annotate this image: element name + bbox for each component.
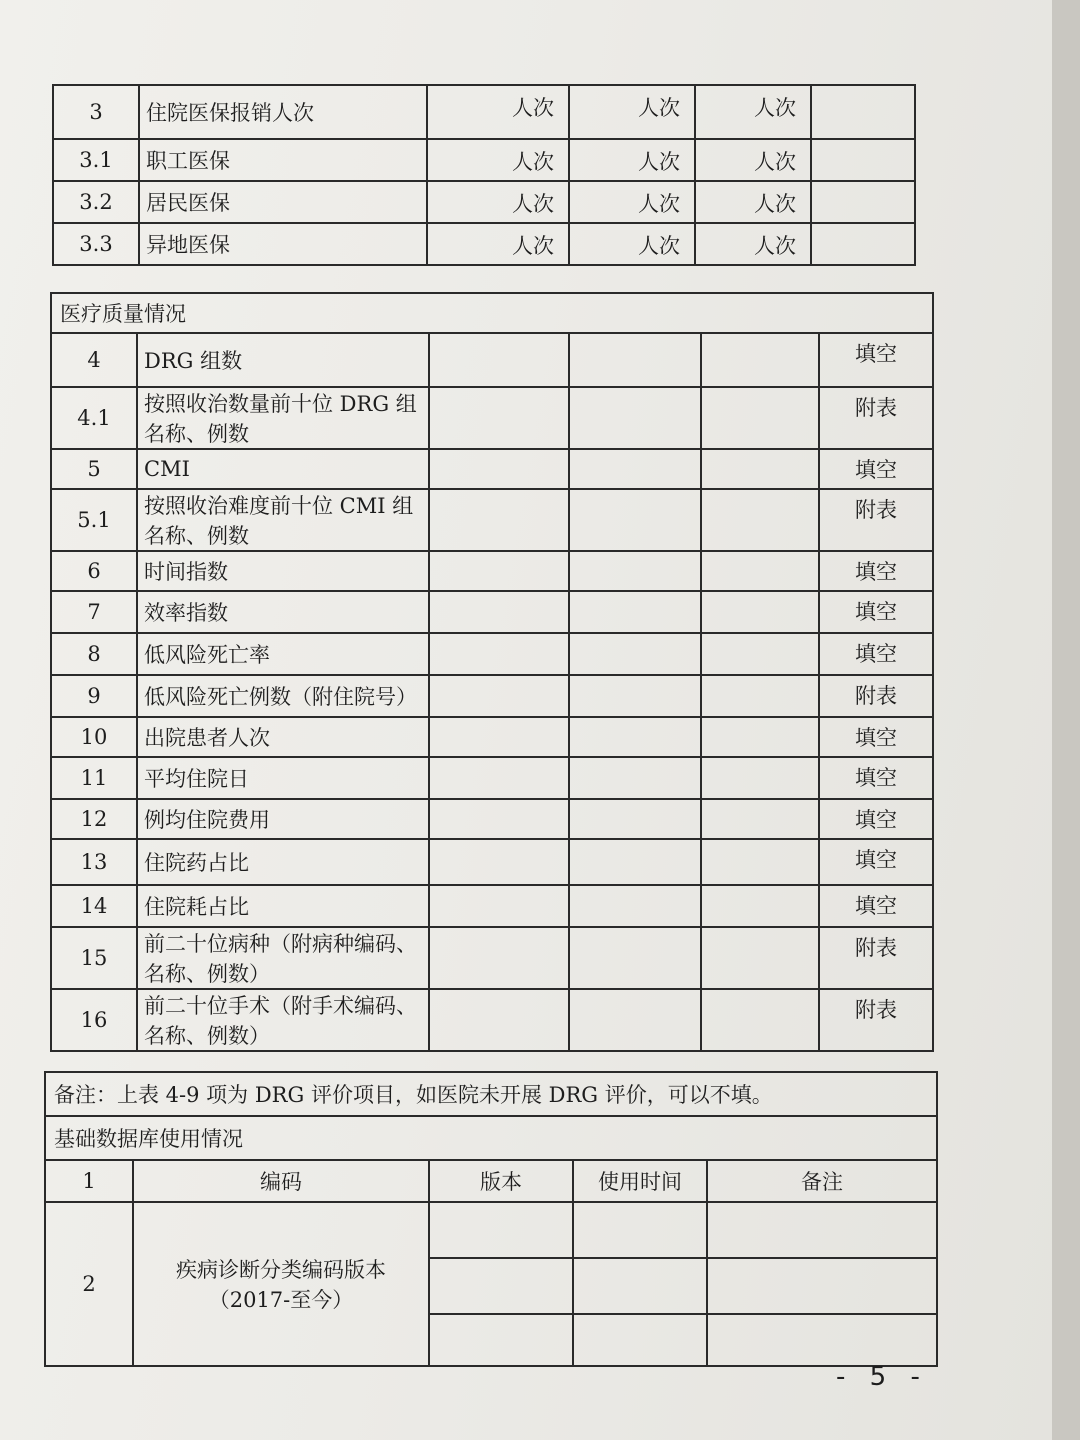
blank-cell — [429, 489, 569, 551]
row-item: 低风险死亡率 — [137, 633, 429, 675]
row-number: 16 — [51, 989, 137, 1051]
database-section-title: 基础数据库使用情况 — [45, 1116, 937, 1160]
row-number: 9 — [51, 675, 137, 717]
row-item: 居民医保 — [139, 181, 427, 223]
database-table — [44, 1071, 938, 1367]
blank-cell — [701, 591, 819, 633]
quality-row — [51, 675, 933, 717]
blank-cell — [569, 989, 701, 1051]
row-number: 7 — [51, 591, 137, 633]
blank-cell — [811, 139, 915, 181]
header-code: 编码 — [133, 1160, 429, 1202]
row-item: 住院耗占比 — [137, 885, 429, 927]
blank-cell — [701, 885, 819, 927]
row-item: 异地医保 — [139, 223, 427, 265]
row-number: 6 — [51, 551, 137, 591]
fill-type-cell: 填空 — [819, 717, 933, 757]
quality-row — [51, 885, 933, 927]
blank-cell — [569, 885, 701, 927]
quality-row — [51, 717, 933, 757]
header-remark: 备注 — [707, 1160, 937, 1202]
fill-type-cell: 填空 — [819, 333, 933, 387]
unit-cell: 人次 — [427, 85, 569, 139]
blank-cell — [811, 181, 915, 223]
fill-type-cell: 填空 — [819, 757, 933, 799]
blank-cell — [569, 927, 701, 989]
blank-cell — [429, 387, 569, 449]
blank-cell — [569, 675, 701, 717]
database-item-line1: 疾病诊断分类编码版本 — [176, 1258, 386, 1282]
blank-cell — [701, 551, 819, 591]
header-no: 1 — [45, 1160, 133, 1202]
blank-cell — [811, 85, 915, 139]
unit-cell: 人次 — [695, 85, 811, 139]
blank-cell — [701, 717, 819, 757]
quality-row — [51, 551, 933, 591]
blank-cell — [429, 989, 569, 1051]
blank-cell — [569, 757, 701, 799]
fill-type-cell: 附表 — [819, 989, 933, 1051]
unit-cell: 人次 — [695, 139, 811, 181]
row-number: 3.2 — [53, 181, 139, 223]
row-number: 3.3 — [53, 223, 139, 265]
page-edge-shadow — [1052, 0, 1080, 1440]
blank-cell — [429, 885, 569, 927]
blank-cell — [573, 1258, 707, 1314]
row-number: 5.1 — [51, 489, 137, 551]
row-item: 效率指数 — [137, 591, 429, 633]
blank-cell — [429, 1314, 573, 1366]
fill-type-cell: 填空 — [819, 551, 933, 591]
blank-cell — [811, 223, 915, 265]
page-number: - 5 - — [836, 1362, 928, 1392]
blank-cell — [429, 333, 569, 387]
quality-row — [51, 489, 933, 551]
quality-row — [51, 591, 933, 633]
row-item: 前二十位手术（附手术编码、名称、例数） — [137, 989, 429, 1051]
blank-cell — [569, 489, 701, 551]
quality-row — [51, 449, 933, 489]
row-number: 14 — [51, 885, 137, 927]
fill-type-cell: 附表 — [819, 489, 933, 551]
blank-cell — [429, 449, 569, 489]
row-number: 10 — [51, 717, 137, 757]
row-item: 时间指数 — [137, 551, 429, 591]
fill-type-cell: 填空 — [819, 633, 933, 675]
blank-cell — [707, 1258, 937, 1314]
blank-cell — [701, 839, 819, 885]
row-number: 12 — [51, 799, 137, 839]
blank-cell — [569, 839, 701, 885]
quality-row — [51, 387, 933, 449]
blank-cell — [701, 757, 819, 799]
blank-cell — [429, 717, 569, 757]
insurance-row — [53, 181, 915, 223]
blank-cell — [701, 633, 819, 675]
unit-cell: 人次 — [569, 85, 695, 139]
quality-row — [51, 989, 933, 1051]
row-item: 出院患者人次 — [137, 717, 429, 757]
row-item: 低风险死亡例数（附住院号） — [137, 675, 429, 717]
blank-cell — [569, 799, 701, 839]
row-item: 按照收治数量前十位 DRG 组名称、例数 — [137, 387, 429, 449]
quality-row — [51, 333, 933, 387]
blank-cell — [573, 1314, 707, 1366]
insurance-row — [53, 85, 915, 139]
database-item-line2: （2017-至今） — [208, 1288, 354, 1312]
fill-type-cell: 填空 — [819, 591, 933, 633]
blank-cell — [569, 449, 701, 489]
fill-type-cell: 填空 — [819, 799, 933, 839]
fill-type-cell: 附表 — [819, 387, 933, 449]
fill-type-cell: 附表 — [819, 675, 933, 717]
unit-cell: 人次 — [569, 181, 695, 223]
database-row-no: 2 — [45, 1202, 133, 1366]
unit-cell: 人次 — [695, 223, 811, 265]
row-number: 13 — [51, 839, 137, 885]
row-item: 前二十位病种（附病种编码、名称、例数） — [137, 927, 429, 989]
header-version: 版本 — [429, 1160, 573, 1202]
fill-type-cell: 附表 — [819, 927, 933, 989]
database-row-item — [133, 1202, 429, 1366]
unit-cell: 人次 — [569, 223, 695, 265]
insurance-row — [53, 139, 915, 181]
blank-cell — [569, 333, 701, 387]
row-item: DRG 组数 — [137, 333, 429, 387]
quality-row — [51, 799, 933, 839]
blank-cell — [569, 387, 701, 449]
blank-cell — [701, 449, 819, 489]
blank-cell — [701, 675, 819, 717]
row-item: 职工医保 — [139, 139, 427, 181]
row-item: 住院医保报销人次 — [139, 85, 427, 139]
blank-cell — [569, 633, 701, 675]
quality-row — [51, 757, 933, 799]
blank-cell — [429, 1202, 573, 1258]
fill-type-cell: 填空 — [819, 885, 933, 927]
quality-section-title: 医疗质量情况 — [51, 293, 933, 333]
note-text: 备注：上表 4-9 项为 DRG 评价项目，如医院未开展 DRG 评价，可以不填。 — [45, 1072, 937, 1116]
row-item: 住院药占比 — [137, 839, 429, 885]
blank-cell — [429, 591, 569, 633]
blank-cell — [429, 927, 569, 989]
row-item: CMI — [137, 449, 429, 489]
quality-row — [51, 633, 933, 675]
row-number: 4.1 — [51, 387, 137, 449]
unit-cell: 人次 — [695, 181, 811, 223]
fill-type-cell: 填空 — [819, 839, 933, 885]
insurance-row — [53, 223, 915, 265]
fill-type-cell: 填空 — [819, 449, 933, 489]
row-number: 8 — [51, 633, 137, 675]
row-item: 例均住院费用 — [137, 799, 429, 839]
unit-cell: 人次 — [427, 181, 569, 223]
blank-cell — [569, 551, 701, 591]
unit-cell: 人次 — [569, 139, 695, 181]
blank-cell — [707, 1202, 937, 1258]
blank-cell — [429, 839, 569, 885]
row-number: 3 — [53, 85, 139, 139]
header-time: 使用时间 — [573, 1160, 707, 1202]
unit-cell: 人次 — [427, 139, 569, 181]
blank-cell — [707, 1314, 937, 1366]
blank-cell — [429, 675, 569, 717]
blank-cell — [701, 333, 819, 387]
unit-cell: 人次 — [427, 223, 569, 265]
blank-cell — [429, 551, 569, 591]
blank-cell — [429, 633, 569, 675]
blank-cell — [573, 1202, 707, 1258]
blank-cell — [429, 799, 569, 839]
row-number: 11 — [51, 757, 137, 799]
row-number: 3.1 — [53, 139, 139, 181]
insurance-table — [52, 84, 916, 266]
blank-cell — [569, 591, 701, 633]
row-item: 平均住院日 — [137, 757, 429, 799]
blank-cell — [701, 927, 819, 989]
row-number: 4 — [51, 333, 137, 387]
blank-cell — [701, 799, 819, 839]
quality-table — [50, 292, 934, 1052]
blank-cell — [701, 489, 819, 551]
quality-row — [51, 927, 933, 989]
blank-cell — [701, 989, 819, 1051]
blank-cell — [569, 717, 701, 757]
row-item: 按照收治难度前十位 CMI 组名称、例数 — [137, 489, 429, 551]
blank-cell — [701, 387, 819, 449]
row-number: 5 — [51, 449, 137, 489]
blank-cell — [429, 757, 569, 799]
blank-cell — [429, 1258, 573, 1314]
row-number: 15 — [51, 927, 137, 989]
database-header-row — [45, 1160, 937, 1202]
quality-row — [51, 839, 933, 885]
